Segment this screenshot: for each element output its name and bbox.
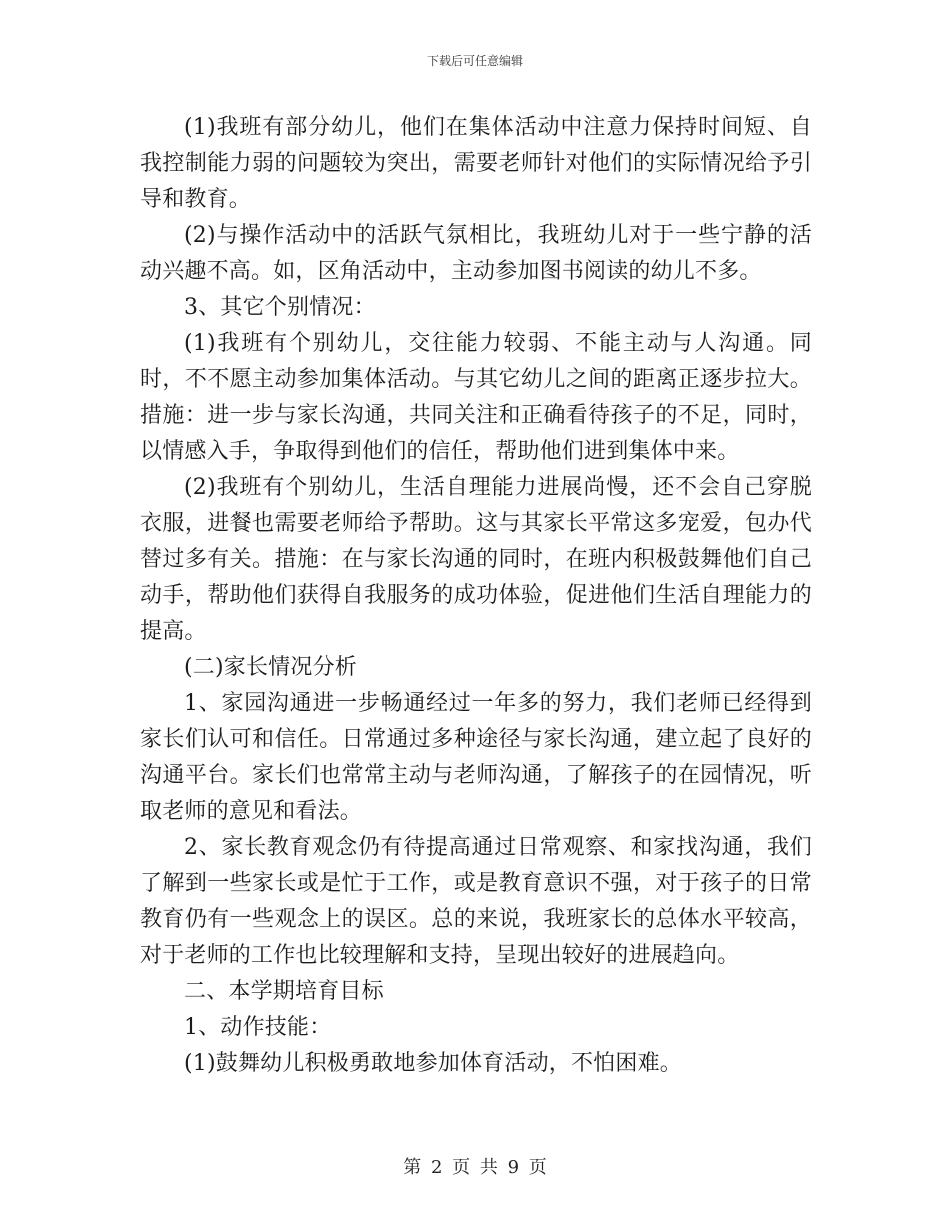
paragraph-2: (2)与操作活动中的活跃气氛相比，我班幼儿对于一些宁静的活动兴趣不高。如，区角活动中，主动参加图书阅读的幼儿不多。 [140,223,812,284]
paragraph-8: 2、家长教育观念仍有待提高通过日常观察、和家找沟通，我们了解到一些家长或是忙于工作，或是教育意识不强，对于孩子的日常教育仍有一些观念上的误区。总的来说，我班家长的总体水平较高，对于老师的工作也比较理解和支持，呈现出较好的进展趋向。 [140,835,812,968]
page-header-note: 下载后可任意编辑 [426,54,523,68]
paragraph-3-heading: 3、其它个别情况： [184,295,376,320]
subheading-motor-skills: 1、动作技能： [184,1015,332,1040]
paragraph-11: (1)鼓舞幼儿积极勇敢地参加体育活动，不怕困难。 [184,1051,682,1076]
section-heading-parents: (二)家长情况分析 [184,655,357,680]
document-body [140,110,812,1082]
page-number: 第 2 页 共 9 页 [403,1157,547,1178]
section-heading-goals: 二、本学期培育目标 [184,979,384,1004]
paragraph-4: (1)我班有个别幼儿，交往能力较弱、不能主动与人沟通。同时，不不愿主动参加集体活动。与其它幼儿之间的距离正逐步拉大。措施：进一步与家长沟通，共同关注和正确看待孩子的不足，同时，以情感入手，争取得到他们的信任，帮助他们进到集体中来。 [140,331,812,464]
paragraph-7: 1、家园沟通进一步畅通经过一年多的努力，我们老师已经得到家长们认可和信任。日常通过多种途径与家长沟通，建立起了良好的沟通平台。家长们也常常主动与老师沟通，了解孩子的在园情况，听取老师的意见和看法。 [140,691,812,824]
paragraph-1: (1)我班有部分幼儿，他们在集体活动中注意力保持时间短、自我控制能力弱的问题较为突出，需要老师针对他们的实际情况给予引导和教育。 [140,115,812,212]
paragraph-5: (2)我班有个别幼儿，生活自理能力进展尚慢，还不会自己穿脱衣服，进餐也需要老师给予帮助。这与其家长平常这多宠爱，包办代替过多有关。措施：在与家长沟通的同时，在班内积极鼓舞他们自己动手，帮助他们获得自我服务的成功体验，促进他们生活自理能力的提高。 [140,475,812,644]
